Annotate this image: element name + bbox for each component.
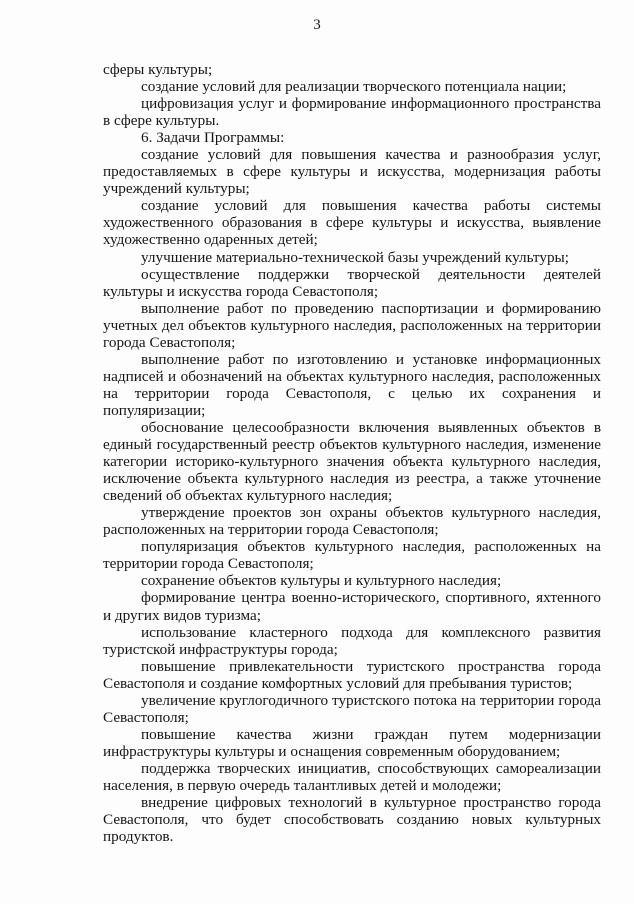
paragraph: создание условий для реализации творческого потенциала нации;	[141, 78, 567, 96]
paragraph: создание условий для повышения качества работы системы художественного образования в сфере культуры и искусства, выявление художественно одаренных детей;	[103, 197, 601, 249]
paragraph: выполнение работ по проведению паспортизации и формированию учетных дел объектов культурного наследия, расположенных на территории города Севастополя;	[103, 299, 601, 351]
paragraph: популяризация объектов культурного наследия, расположенных на территории города Севастополя;	[103, 538, 601, 573]
paragraph: увеличение круглогодичного туристского потока на территории города Севастополя;	[103, 691, 601, 726]
paragraph: цифровизация услуг и формирование информационного пространства в сфере культуры.	[103, 95, 601, 130]
paragraph: внедрение цифровых технологий в культурное пространство города Севастополя, что будет способствовать созданию новых культурных продуктов.	[103, 794, 601, 846]
paragraph: сферы культуры;	[103, 61, 213, 78]
paragraph: обоснование целесообразности включения выявленных объектов в единый государственный реестр объектов культурного наследия, изменение категории историко-культурного значения объекта культурного наследия, исключение объекта культурного наследия из реестра, а также уточнение сведений об объектах культурного наследия;	[103, 418, 601, 505]
paragraph: формирование центра военно-исторического, спортивного, яхтенного и других видов туризма;	[103, 589, 601, 624]
paragraph: улучшение материально-технической базы учреждений культуры;	[141, 248, 569, 266]
page-number: 3	[313, 17, 321, 33]
paragraph: осуществление поддержки творческой деятельности деятелей культуры и искусства города Севастополя;	[103, 265, 601, 300]
paragraph: поддержка творческих инициатив, способствующих самореализации населения, в первую очередь талантливых детей и молодежи;	[103, 759, 601, 794]
document-body	[103, 61, 601, 845]
paragraph: сохранение объектов культуры и культурного наследия;	[141, 572, 502, 590]
section-heading: 6. Задачи Программы:	[141, 129, 285, 147]
paragraph: повышение привлекательности туристского пространства города Севастополя и создание комфортных условий для пребывания туристов;	[103, 657, 601, 692]
paragraph: создание условий для повышения качества и разнообразия услуг, предоставляемых в сфере культуры и искусства, модернизация работы учреждений культуры;	[103, 146, 601, 198]
paragraph: выполнение работ по изготовлению и установке информационных надписей и обозначений на объектах культурного наследия, расположенных на территории города Севастополя, с целью их сохранения и популяризации;	[103, 350, 601, 419]
paragraph: утверждение проектов зон охраны объектов культурного наследия, расположенных на территории города Севастополя;	[103, 504, 601, 539]
paragraph: повышение качества жизни граждан путем модернизации инфраструктуры культуры и оснащения современным оборудованием;	[103, 725, 601, 760]
paragraph: использование кластерного подхода для комплексного развития туристской инфраструктуры города;	[103, 623, 601, 658]
